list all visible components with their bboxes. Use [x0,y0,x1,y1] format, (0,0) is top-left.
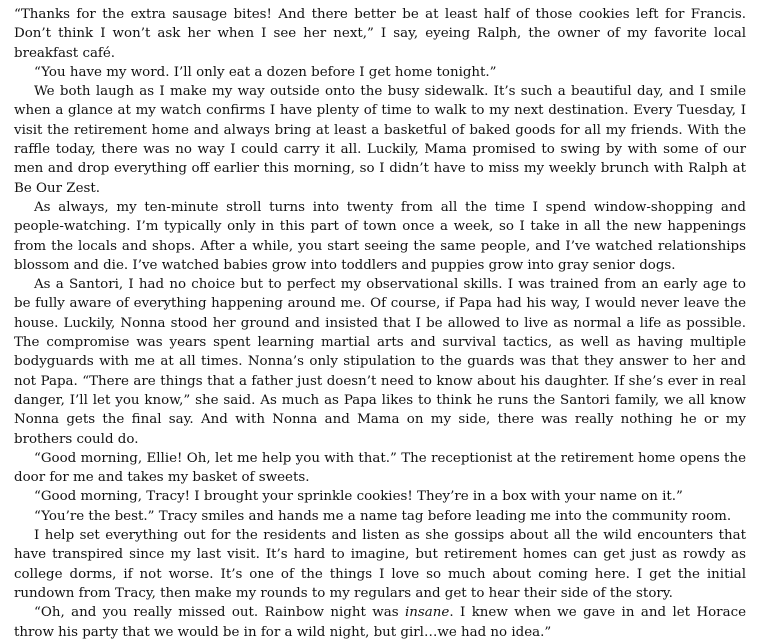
paragraph: “Thanks for the extra sausage bites! And there better be at least half of those cookies left for Francis. Don’t think I won’t ask her when I see her next,” I say, eyeing Ralph, the owner of my favorite local breakfast café. [14,7,746,61]
emphasized-word: insane [405,605,450,621]
paragraph: As always, my ten-minute stroll turns into twenty from all the time I spend window-shopping and people-watching. I’m typically only in this part of town once a week, so I take in all the new happenings from the locals and shops. After a while, you start seeing the same people, and I’ve watched relationships blossom and die. I’ve watched babies grow into toddlers and puppies grow into gray senior dogs. [14,199,746,273]
paragraph: “Good morning, Tracy! I brought your sprinkle cookies! They’re in a box with your name on it.” [34,489,683,505]
paragraph: We both laugh as I make my way outside onto the busy sidewalk. It’s such a beautiful day, and I smile when a glance at my watch confirms I have plenty of time to walk to my next destination. Every Tuesday, I visit the retirement home and always bring at least a basketful of baked goods for all my friends. With the raffle today, there was no way I could carry it all. Luckily, Mama promised to swing by with some of our men and drop everything off earlier this morning, so I didn’t have to miss my weekly brunch with Ralph at Be Our Zest. [14,84,746,196]
paragraph [14,603,746,642]
paragraph: I help set everything out for the residents and listen as she gossips about all the wild encounters that have transpired since my last visit. It’s hard to imagine, but retirement homes can get just as rowdy as college dorms, if not worse. It’s one of the things I love so much about coming here. I get the initial rundown from Tracy, then make my rounds to my regulars and get to hear their side of the story. [14,528,746,601]
paragraph: “You’re the best.” Tracy smiles and hands me a name tag before leading me into the community room. [34,508,732,524]
paragraph-text: “Oh, and you really missed out. Rainbow night was [34,605,406,621]
paragraph: As a Santori, I had no choice but to perfect my observational skills. I was trained from an early age to be fully aware of everything happening around me. Of course, if Papa had his way, I would never leave the house. Luckily, Nonna stood her ground and insisted that I be allowed to live as normal a life as possible. The compromise was years spent learning martial arts and survival tactics, as well as having multiple bodyguards with me at all times. Nonna’s only stipulation to the guards was that they answer to her and not Papa. “There are things that a father just doesn’t need to know about his daughter. If she’s ever in real danger, I’ll let you know,” she said. As much as Papa likes to think he runs the Santori family, we all know Nonna gets the final say. And with Nonna and Mama on my side, there was really nothing he or my brothers could do. [14,277,746,447]
paragraph-text: . I knew when we gave in and let Horace throw his party that we would be in for a wild night, but girl…we had no idea.” [14,605,746,640]
paragraph: “Good morning, Ellie! Oh, let me help you with that.” The receptionist at the retirement home opens the door for me and takes my basket of sweets. [14,450,746,486]
paragraph: “You have my word. I’ll only eat a dozen before I get home tonight.” [34,64,497,80]
